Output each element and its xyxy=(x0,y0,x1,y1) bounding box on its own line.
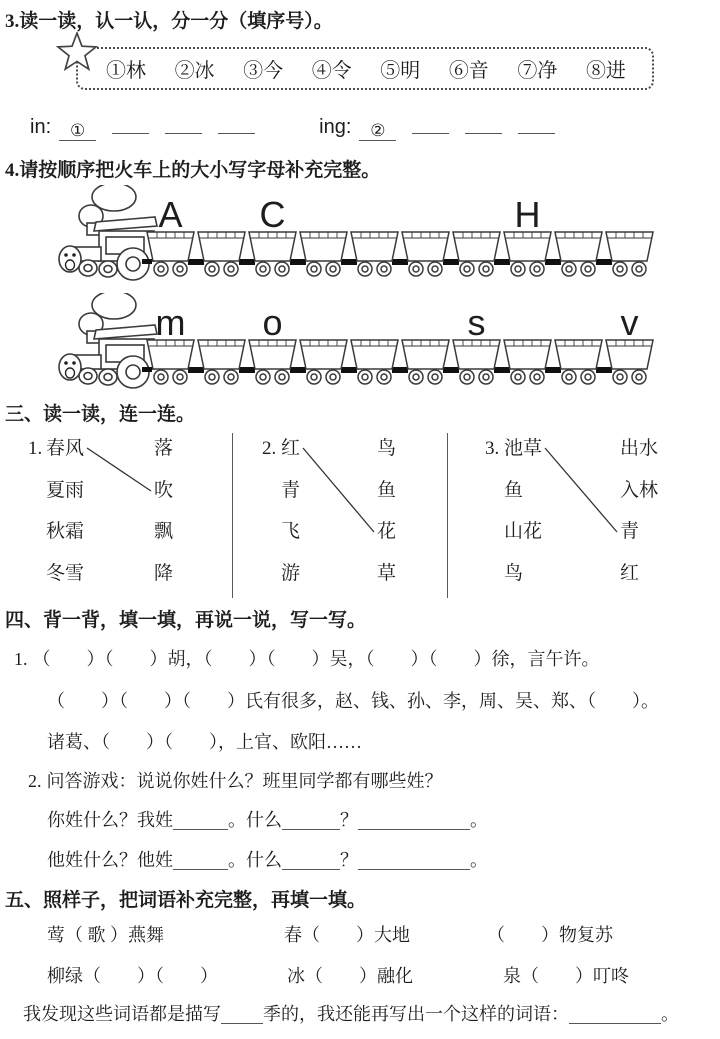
answer-blank xyxy=(173,809,228,830)
static-text: 。 xyxy=(470,810,488,830)
match-word-right: 花 xyxy=(377,521,397,543)
match-word-left: 山花 xyxy=(504,521,543,543)
word-cell: 泉（ ）叮咚 xyxy=(503,966,629,986)
match-word-right: 出水 xyxy=(620,438,659,459)
group-number: 1. xyxy=(28,438,43,459)
answer-blank xyxy=(358,809,470,830)
filled-answer-blank: ② xyxy=(359,120,396,141)
match-word-left: 秋霜 xyxy=(46,521,85,543)
match-word-right: 落 xyxy=(154,438,174,459)
q-four-title: 四、背一背，填一填，再说一说，写一写。 xyxy=(5,610,367,631)
train-car-letter: H xyxy=(514,194,541,235)
sound-group xyxy=(30,113,263,143)
word-cell: 春（ ）大地 xyxy=(284,925,410,945)
static-text: 。 xyxy=(661,1004,679,1024)
match-word-right: 鱼 xyxy=(377,479,397,501)
q3-character-box xyxy=(76,47,654,90)
answer-blank xyxy=(569,1003,661,1024)
character-item: ③今 xyxy=(243,60,284,82)
word-cell: 冰（ ）融化 xyxy=(287,966,413,986)
heading-text: 问答游戏：说说你姓什么？班里同学都有哪些姓？ xyxy=(46,771,443,791)
answer-blank xyxy=(173,849,228,870)
q-four-item2-line2 xyxy=(47,846,488,872)
column-divider xyxy=(232,433,233,598)
static-text: 你姓什么？我姓 xyxy=(47,810,173,830)
static-text: 他姓什么？他姓 xyxy=(47,850,173,870)
static-text: 季的，我还能再写出一个这样的词语： xyxy=(263,1004,569,1024)
train-car-letter: C xyxy=(259,194,286,235)
answer-blank xyxy=(282,849,340,870)
match-word-right: 入林 xyxy=(620,479,659,501)
match-word-right: 吹 xyxy=(154,479,174,501)
match-word-left: 鸟 xyxy=(504,563,524,585)
q-five-summary-line xyxy=(23,1000,679,1026)
static-text: 。什么 xyxy=(228,810,282,830)
match-word-left: 游 xyxy=(281,563,301,585)
fill-text: （ ）（ ）胡，（ ）（ ）吴，（ ）（ ）徐，言午许。 xyxy=(32,649,600,669)
character-item: ⑧进 xyxy=(585,60,626,82)
word-cell: 柳绿（ ）（ ） xyxy=(47,966,218,986)
match-word-right: 草 xyxy=(377,563,397,585)
q4-title: 4.请按顺序把火车上的大小写字母补充完整。 xyxy=(5,160,381,181)
group-number: 2. xyxy=(262,438,277,459)
answer-blank xyxy=(221,1003,263,1024)
answer-blank xyxy=(165,113,202,134)
item-number: 1. xyxy=(14,649,28,669)
static-text: 。什么 xyxy=(228,850,282,870)
static-text: 我发现这些词语都是描写 xyxy=(23,1004,221,1024)
item-number: 2. xyxy=(28,771,42,791)
answer-blank xyxy=(358,849,470,870)
match-word-left: 春风 xyxy=(46,438,85,459)
train-lowercase-illustration xyxy=(54,293,714,393)
matching-section xyxy=(0,431,720,601)
match-word-left: 飞 xyxy=(281,521,301,543)
answer-blank xyxy=(465,113,502,134)
star-icon xyxy=(56,32,98,72)
match-word-right: 降 xyxy=(154,563,174,585)
q-five-title: 五、照样子，把词语补充完整，再填一填。 xyxy=(5,890,367,911)
train-car-letter: A xyxy=(158,194,183,235)
match-word-left: 夏雨 xyxy=(46,479,85,501)
q-four-item2-line1 xyxy=(47,806,488,832)
q-four-item2-heading xyxy=(28,767,443,793)
match-word-left: 鱼 xyxy=(504,479,524,501)
word-cell: （ ）物复苏 xyxy=(487,925,613,945)
column-divider xyxy=(447,433,448,598)
train-car-letter: o xyxy=(262,302,283,343)
train-car-letter: m xyxy=(155,302,186,343)
q3-title: 3.读一读，认一认，分一分（填序号）。 xyxy=(5,11,333,32)
character-item: ⑦净 xyxy=(517,60,558,82)
q-four-item1-line3: 诸葛、（ ）（ ），上官、欧阳…… xyxy=(47,732,362,752)
train-car-letter: s xyxy=(467,302,486,343)
character-item: ①林 xyxy=(106,60,146,82)
answer-blank xyxy=(412,113,449,134)
match-word-left: 冬雪 xyxy=(46,563,85,585)
static-text: 。 xyxy=(470,850,488,870)
sound-label: ing: xyxy=(319,116,352,138)
q-four-item1-line2: （ ）（ ）（ ）氏有很多，赵、钱、孙、李，周、吴、郑、（ ）。 xyxy=(47,691,659,711)
static-text: ？ xyxy=(340,810,358,830)
match-word-right: 鸟 xyxy=(377,438,397,459)
match-word-left: 池草 xyxy=(504,438,543,459)
match-title: 三、读一读，连一连。 xyxy=(5,404,196,425)
match-word-left: 红 xyxy=(281,438,301,459)
train-car-letter: v xyxy=(620,302,639,343)
match-word-right: 红 xyxy=(620,563,640,585)
answer-blank xyxy=(112,113,149,134)
character-item: ⑤明 xyxy=(380,60,421,82)
q3-answer-line xyxy=(30,111,563,143)
sound-label: in: xyxy=(30,116,52,138)
match-word-left: 青 xyxy=(281,479,301,501)
match-word-right: 青 xyxy=(620,521,640,543)
character-item: ④令 xyxy=(311,60,352,82)
train-uppercase-illustration xyxy=(54,185,714,285)
answer-blank xyxy=(282,809,340,830)
word-cell: 莺（ 歌 ）燕舞 xyxy=(47,925,164,945)
character-item: ②冰 xyxy=(174,60,215,82)
answer-blank xyxy=(518,113,555,134)
match-word-right: 飘 xyxy=(154,521,174,543)
sound-group xyxy=(319,113,563,143)
connection-lines xyxy=(0,431,720,601)
group-number: 3. xyxy=(485,438,500,459)
filled-answer-blank: ① xyxy=(59,120,96,141)
answer-blank xyxy=(218,113,255,134)
character-item: ⑥音 xyxy=(448,60,489,82)
q-four-item1-line1 xyxy=(14,645,600,671)
static-text: ？ xyxy=(340,850,358,870)
